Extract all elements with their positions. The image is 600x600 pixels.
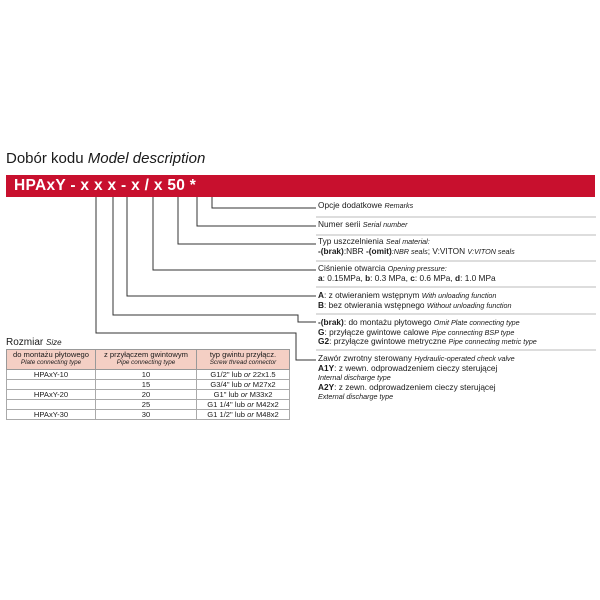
- cell-pipe: 15: [96, 379, 197, 389]
- remark-connection: -(brak): do montażu płytowego Omit Plate connecting type G: przyłącze gwintowe calowe Pipe connecting BSP type G2: przyłącze gwintowe metryczne Pipe connecting metric type: [318, 317, 537, 347]
- table-row: [7, 379, 290, 389]
- cell-thread: G1" lub or M33x2: [197, 389, 290, 399]
- cell-plate: [7, 399, 96, 409]
- cell-plate: HPAxY-30: [7, 409, 96, 419]
- size-table: [6, 349, 290, 420]
- model-code: HPAxY - x x x - x / x 50 *: [14, 177, 197, 194]
- connector-seal: [178, 197, 316, 244]
- remark-serial: Numer serii Serial number: [318, 219, 408, 229]
- title-en: Model description: [87, 150, 206, 167]
- cell-pipe: 25: [96, 399, 197, 409]
- table-row: [7, 409, 290, 419]
- connector-serial: [197, 197, 316, 226]
- remark-valve: Zawór zwrotny sterowany Hydraulic-operated check valve A1Y: z wewn. odprowadzeniem cieczy sterującej Internal discharge type A2Y: z zewn. odprowadzeniem cieczy sterującej External discharge type: [318, 353, 515, 402]
- cell-pipe: 20: [96, 389, 197, 399]
- title-pl: Dobór kodu: [6, 150, 84, 167]
- remark-pressure: Ciśnienie otwarcia Opening pressure: a: 0.15MPa, b: 0.3 MPa, c: 0.6 MPa, d: 1.0 MPa: [318, 263, 496, 283]
- size-table-header: [7, 350, 290, 370]
- connector-size-valve: [96, 197, 316, 360]
- table-row: [7, 399, 290, 409]
- cell-plate: HPAxY-10: [7, 369, 96, 379]
- cell-plate: [7, 379, 96, 389]
- remark-unloading: A: z otwieraniem wstępnym With unloading function B: bez otwierania wstępnego Without unloading function: [318, 290, 512, 310]
- header-plate: do montażu płytowego Plate connecting type: [7, 350, 96, 370]
- cell-thread: G3/4" lub or M27x2: [197, 379, 290, 389]
- header-thread: typ gwintu przyłącz. Screw thread connector: [197, 350, 290, 370]
- remark-seal: Typ uszczelnienia Seal material: -(brak):NBR -(omit):NBR seals; V:VITON V:VITON seals: [318, 236, 515, 256]
- connector-options: [212, 197, 316, 208]
- cell-thread: G1/2" lub or 22x1.5: [197, 369, 290, 379]
- cell-pipe: 10: [96, 369, 197, 379]
- table-row: [7, 389, 290, 399]
- cell-thread: G1 1/2" lub or M48x2: [197, 409, 290, 419]
- cell-pipe: 30: [96, 409, 197, 419]
- connector-connection: [113, 197, 316, 322]
- header-pipe: z przyłączem gwintowym Pipe connecting type: [96, 350, 197, 370]
- cell-thread: G1 1/4" lub or M42x2: [197, 399, 290, 409]
- table-row: [7, 369, 290, 379]
- connector-unloading: [127, 197, 316, 296]
- cell-plate: HPAxY-20: [7, 389, 96, 399]
- size-label: Rozmiar Size: [6, 337, 62, 348]
- remark-options: Opcje dodatkowe Remarks: [318, 200, 414, 210]
